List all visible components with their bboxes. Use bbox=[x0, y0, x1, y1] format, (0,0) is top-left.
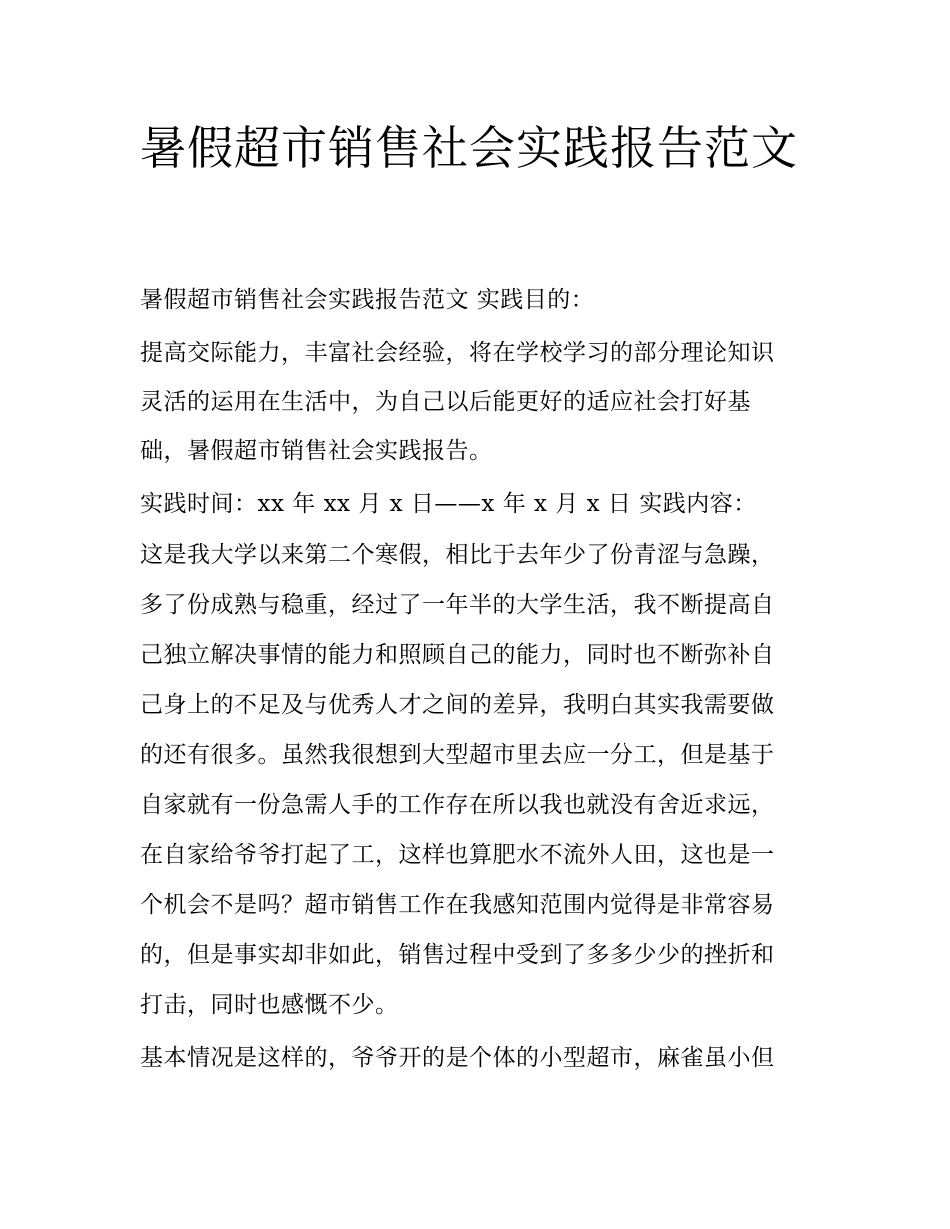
paragraph-line: 自家就有一份急需人手的工作存在所以我也就没有舍近求远， bbox=[140, 792, 775, 818]
document-title: 暑假超市销售社会实践报告范文 bbox=[140, 121, 798, 175]
paragraph-line: 己身上的不足及与优秀人才之间的差异，我明白其实我需要做 bbox=[140, 692, 775, 718]
paragraph-line: 暑假超市销售社会实践报告范文 实践目的： bbox=[140, 287, 595, 313]
paragraph-line: 基本情况是这样的，爷爷开的是个体的小型超市，麻雀虽小但 bbox=[140, 1045, 775, 1071]
paragraph-line: 灵活的运用在生活中，为自己以后能更好的适应社会打好基 bbox=[140, 389, 751, 415]
paragraph-line: 实践时间：xx 年 xx 月 x 日——x 年 x 月 x 日 实践内容： bbox=[140, 491, 757, 517]
paragraph-line: 提高交际能力，丰富社会经验，将在学校学习的部分理论知识 bbox=[140, 340, 775, 366]
paragraph-line: 在自家给爷爷打起了工，这样也算肥水不流外人田，这也是一 bbox=[140, 842, 775, 868]
paragraph-line: 己独立解决事情的能力和照顾自己的能力，同时也不断弥补自 bbox=[140, 642, 775, 668]
paragraph-line: 多了份成熟与稳重，经过了一年半的大学生活，我不断提高自 bbox=[140, 592, 775, 618]
paragraph-line: 这是我大学以来第二个寒假，相比于去年少了份青涩与急躁， bbox=[140, 542, 775, 568]
paragraph-line: 的还有很多。虽然我很想到大型超市里去应一分工，但是基于 bbox=[140, 742, 775, 768]
paragraph-line: 础，暑假超市销售社会实践报告。 bbox=[140, 438, 493, 464]
paragraph-line: 的，但是事实却非如此，销售过程中受到了多多少少的挫折和 bbox=[140, 942, 775, 968]
paragraph-line: 个机会不是吗？超市销售工作在我感知范围内觉得是非常容易 bbox=[140, 892, 775, 918]
paragraph-line: 打击，同时也感慨不少。 bbox=[140, 992, 399, 1018]
